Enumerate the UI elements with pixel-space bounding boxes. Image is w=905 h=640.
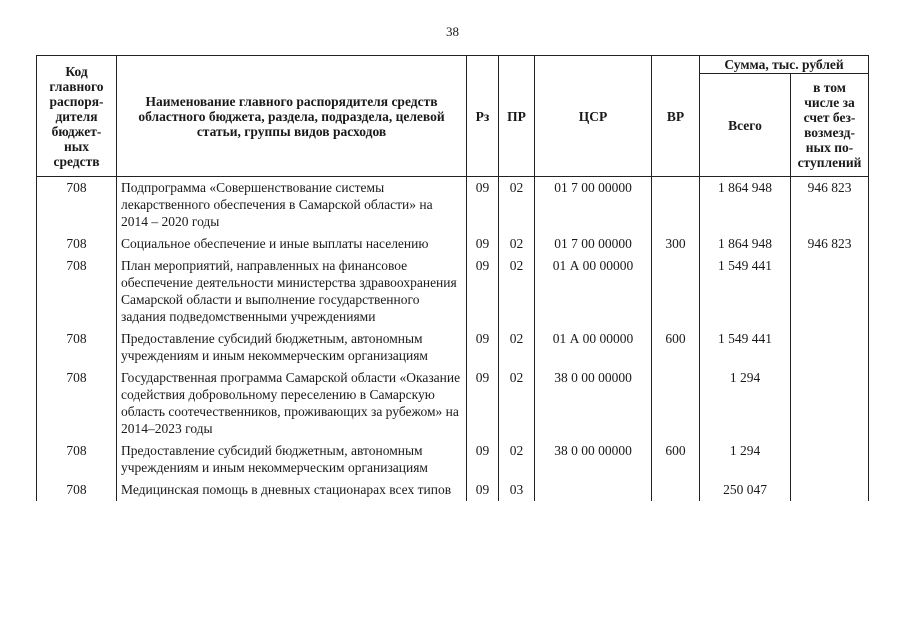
cell-vr — [652, 367, 700, 440]
cell-code: 708 — [37, 233, 117, 255]
cell-rz: 09 — [467, 177, 499, 234]
table-row — [37, 233, 869, 255]
cell-pr: 02 — [499, 255, 535, 328]
table-row — [37, 177, 869, 234]
cell-rz: 09 — [467, 479, 499, 501]
cell-total: 1 549 441 — [700, 255, 791, 328]
header-code: Код главного распоря-дителя бюджет-ных средств — [37, 56, 117, 177]
cell-name: Государственная программа Самарской области «Оказание содействия добровольному переселению в Самарскую область соотечественников, проживающих за рубежом» на 2014–2023 годы — [117, 367, 467, 440]
cell-vr: 600 — [652, 440, 700, 479]
cell-vr: 300 — [652, 233, 700, 255]
header-rz: Рз — [467, 56, 499, 177]
cell-vr — [652, 479, 700, 501]
cell-code: 708 — [37, 328, 117, 367]
cell-gratis — [791, 328, 869, 367]
cell-name: Подпрограмма «Совершенствование системы лекарственного обеспечения в Самарской области» на 2014 – 2020 годы — [117, 177, 467, 234]
budget-table — [36, 55, 869, 501]
table-row — [37, 440, 869, 479]
cell-vr — [652, 177, 700, 234]
cell-csr — [535, 479, 652, 501]
cell-code: 708 — [37, 440, 117, 479]
cell-total: 1 864 948 — [700, 177, 791, 234]
cell-csr: 01 А 00 00000 — [535, 255, 652, 328]
cell-gratis: 946 823 — [791, 177, 869, 234]
cell-code: 708 — [37, 255, 117, 328]
cell-rz: 09 — [467, 328, 499, 367]
cell-rz: 09 — [467, 367, 499, 440]
header-csr: ЦСР — [535, 56, 652, 177]
cell-total: 1 294 — [700, 440, 791, 479]
cell-total: 1 549 441 — [700, 328, 791, 367]
cell-csr: 01 А 00 00000 — [535, 328, 652, 367]
cell-pr: 03 — [499, 479, 535, 501]
cell-gratis — [791, 367, 869, 440]
cell-vr: 600 — [652, 328, 700, 367]
header-vr: ВР — [652, 56, 700, 177]
cell-code: 708 — [37, 479, 117, 501]
cell-csr: 01 7 00 00000 — [535, 233, 652, 255]
page-number: 38 — [446, 24, 459, 39]
cell-rz: 09 — [467, 440, 499, 479]
cell-total: 1 294 — [700, 367, 791, 440]
cell-gratis — [791, 479, 869, 501]
cell-name: План мероприятий, направленных на финансовое обеспечение деятельности министерства здравоохранения Самарской области и выполнение государственного задания подведомственными учреждениями — [117, 255, 467, 328]
cell-csr: 38 0 00 00000 — [535, 440, 652, 479]
table-body — [37, 177, 869, 502]
cell-name: Медицинская помощь в дневных стационарах всех типов — [117, 479, 467, 501]
header-gratis: в том числе за счет без-возмезд-ных по-ступлений — [791, 74, 869, 177]
cell-name: Предоставление субсидий бюджетным, автономным учреждениям и иным некоммерческим организациям — [117, 328, 467, 367]
cell-gratis: 946 823 — [791, 233, 869, 255]
cell-code: 708 — [37, 177, 117, 234]
cell-pr: 02 — [499, 328, 535, 367]
table-row — [37, 328, 869, 367]
cell-gratis — [791, 255, 869, 328]
cell-pr: 02 — [499, 177, 535, 234]
cell-total: 1 864 948 — [700, 233, 791, 255]
cell-name: Предоставление субсидий бюджетным, автономным учреждениям и иным некоммерческим организациям — [117, 440, 467, 479]
table-row — [37, 367, 869, 440]
cell-code: 708 — [37, 367, 117, 440]
cell-total: 250 047 — [700, 479, 791, 501]
cell-gratis — [791, 440, 869, 479]
header-total: Всего — [700, 74, 791, 177]
table-row — [37, 479, 869, 501]
cell-csr: 01 7 00 00000 — [535, 177, 652, 234]
header-sum-group: Сумма, тыс. рублей — [700, 56, 869, 74]
cell-pr: 02 — [499, 233, 535, 255]
cell-pr: 02 — [499, 440, 535, 479]
cell-name: Социальное обеспечение и иные выплаты населению — [117, 233, 467, 255]
cell-csr: 38 0 00 00000 — [535, 367, 652, 440]
cell-pr: 02 — [499, 367, 535, 440]
cell-rz: 09 — [467, 255, 499, 328]
header-name: Наименование главного распорядителя средств областного бюджета, раздела, подраздела, целевой статьи, группы видов расходов — [117, 56, 467, 177]
cell-rz: 09 — [467, 233, 499, 255]
header-pr: ПР — [499, 56, 535, 177]
table-row — [37, 255, 869, 328]
cell-vr — [652, 255, 700, 328]
